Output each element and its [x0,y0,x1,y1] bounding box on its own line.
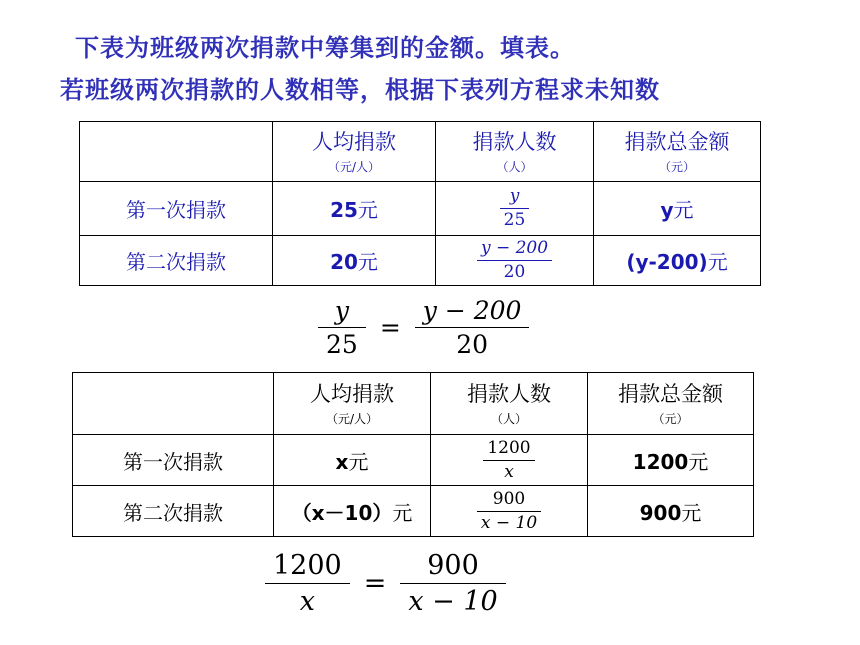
row-label: 第二次捐款 [80,236,273,286]
fraction-numerator: 1200 [487,437,531,458]
header-unit: （人） [490,411,527,426]
fraction-denominator: 25 [318,327,366,361]
fraction-numerator: 900 [427,550,479,581]
fraction-numerator: 900 [492,488,526,509]
per-capita-cell [274,435,431,486]
unit: 元 [688,449,709,474]
header-label: 捐款人数 [472,129,557,154]
total-cell [594,182,761,236]
fraction-denominator: x − 10 [477,511,541,535]
left-fraction [318,294,366,361]
people-fraction [477,237,552,284]
total-value: (y-200) [626,250,708,274]
donation-table-2 [72,372,754,537]
people-fraction [477,488,541,535]
fraction-numerator: y − 200 [422,296,522,325]
header-label: 人均捐款 [310,381,394,406]
per-capita-value: x [335,449,349,474]
per-capita-cell [274,486,431,537]
equation-2 [265,548,506,619]
per-capita-value: （x－10） [291,500,393,525]
header-unit: （元/人） [325,411,379,426]
total-cell [594,236,761,286]
unit: 元 [357,250,378,274]
right-fraction [400,548,505,619]
total-value: 1200 [632,449,689,474]
header-label: 人均捐款 [312,129,396,154]
row-label: 第二次捐款 [73,486,274,537]
corner-cell [80,122,273,182]
donation-table-1 [79,121,761,286]
left-fraction [265,548,350,619]
table-header-row [80,122,761,182]
unit: 元 [348,449,369,474]
per-capita-cell [273,236,436,286]
header-unit: （元/人） [327,159,381,174]
total-cell [588,435,754,486]
unit: 元 [707,250,728,274]
row-label: 第一次捐款 [80,182,273,236]
header-people [436,122,594,182]
header-unit: （元） [652,411,689,426]
total-value: y [660,198,674,222]
people-cell [431,435,588,486]
table-row [73,486,754,537]
per-capita-value: 20 [330,250,358,274]
unit: 元 [673,198,694,222]
header-per-capita [273,122,436,182]
per-capita-cell [273,182,436,236]
fraction-denominator: 20 [415,327,530,361]
per-capita-value: 25 [330,198,358,222]
table-row [80,236,761,286]
header-label: 捐款人数 [467,381,551,406]
people-fraction [483,437,534,484]
header-unit: （人） [496,159,533,174]
equals-sign: = [363,568,387,599]
right-fraction [415,294,530,361]
corner-cell [73,373,274,435]
fraction-denominator: x [483,460,534,484]
total-value: 900 [639,500,682,525]
table-header-row [73,373,754,435]
unit: 元 [392,500,413,525]
total-cell [588,486,754,537]
header-unit: （元） [658,159,695,174]
fraction-numerator: 1200 [273,550,342,581]
people-fraction [500,185,530,232]
fraction-denominator: 25 [500,208,530,232]
header-total [588,373,754,435]
unit: 元 [681,500,702,525]
fraction-denominator: 20 [477,260,552,284]
header-people [431,373,588,435]
equation-1 [318,294,529,361]
people-cell [436,182,594,236]
fraction-numerator: y [509,186,520,206]
equals-sign: = [379,313,401,342]
heading-fill-table: 下表为班级两次捐款中筹集到的金额。填表。 [75,34,575,62]
fraction-denominator: x [265,583,350,619]
heading-equation-task: 若班级两次捐款的人数相等，根据下表列方程求未知数 [60,76,660,104]
people-cell [431,486,588,537]
header-per-capita [274,373,431,435]
header-total [594,122,761,182]
table-row [80,182,761,236]
unit: 元 [357,198,378,222]
fraction-numerator: y − 200 [480,238,549,258]
row-label: 第一次捐款 [73,435,274,486]
fraction-denominator: x − 10 [400,583,505,619]
people-cell [436,236,594,286]
header-label: 捐款总金额 [624,129,730,154]
fraction-numerator: y [334,296,349,325]
table-row [73,435,754,486]
header-label: 捐款总金额 [618,381,723,406]
